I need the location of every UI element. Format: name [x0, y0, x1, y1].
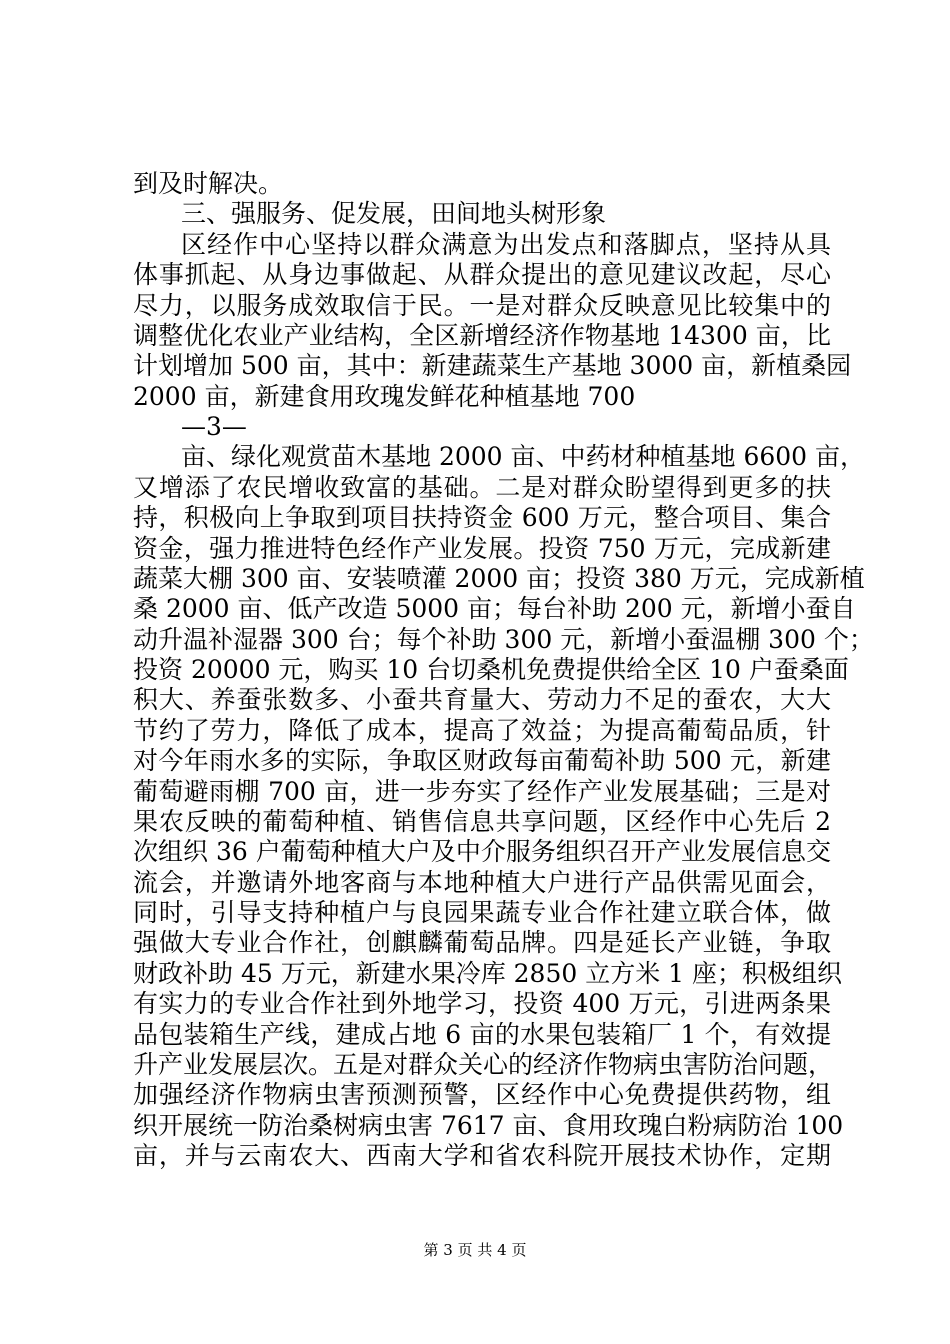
text-line: 织开展统一防治桑树病虫害 7617 亩、食用玫瑰白粉病防治 100 [133, 1111, 844, 1140]
text-line: 蔬菜大棚 300 亩、安装喷灌 2000 亩；投资 380 万元，完成新植 [133, 564, 865, 593]
text-line: 体事抓起、从身边事做起、从群众提出的意见建议改起，尽心 [133, 260, 831, 289]
text-line: 次组织 36 户葡萄种植大户及中介服务组织召开产业发展信息交 [133, 837, 831, 866]
page-footer: 第 3 页 共 4 页 [423, 1241, 527, 1259]
text-line: 到及时解决。 [133, 169, 284, 198]
text-line: 积大、养蚕张数多、小蚕共育量大、劳动力不足的蚕农，大大 [133, 685, 831, 714]
text-line: 2000 亩，新建食用玫瑰发鲜花种植基地 700 [133, 382, 636, 411]
text-line: 又增添了农民增收致富的基础。二是对群众盼望得到更多的扶 [133, 473, 831, 502]
text-line: 同时，引导支持种植户与良园果蔬专业合作社建立联合体，做 [133, 898, 831, 927]
text-line: 持，积极向上争取到项目扶持资金 600 万元，整合项目、集合 [133, 503, 831, 532]
text-line: 亩、绿化观赏苗木基地 2000 亩、中药材种植基地 6600 亩， [181, 442, 866, 471]
text-line: 动升温补湿器 300 台；每个补助 300 元，新增小蚕温棚 300 个； [133, 625, 874, 654]
text-line: 品包装箱生产线，建成占地 6 亩的水果包装箱厂 1 个，有效提 [133, 1020, 831, 1049]
text-line: 桑 2000 亩、低产改造 5000 亩；每台补助 200 元，新增小蚕自 [133, 594, 856, 623]
text-line: 强做大专业合作社，创麒麟葡萄品牌。四是延长产业链，争取 [133, 928, 831, 957]
text-line: 升产业发展层次。五是对群众关心的经济作物病虫害防治问题， [133, 1050, 834, 1079]
text-line: 节约了劳力，降低了成本，提高了效益；为提高葡萄品质，针 [133, 716, 831, 745]
text-line: 流会，并邀请外地客商与本地种植大户进行产品供需见面会， [133, 868, 831, 897]
text-line: 区经作中心坚持以群众满意为出发点和落脚点，坚持从具 [181, 230, 831, 259]
page-number-mark: —3— [181, 412, 247, 441]
section-heading: 三、强服务、促发展，田间地头树形象 [181, 199, 607, 228]
text-line: 葡萄避雨棚 700 亩，进一步夯实了经作产业发展基础；三是对 [133, 777, 831, 806]
text-line: 财政补助 45 万元，新建水果冷库 2850 立方米 1 座；积极组织 [133, 959, 843, 988]
text-line: 调整优化农业产业结构，全区新增经济作物基地 14300 亩，比 [133, 321, 831, 350]
text-line: 计划增加 500 亩，其中：新建蔬菜生产基地 3000 亩，新植桑园 [133, 351, 852, 380]
text-line: 亩，并与云南农大、西南大学和省农科院开展技术协作，定期 [133, 1141, 831, 1170]
text-line: 有实力的专业合作社到外地学习，投资 400 万元，引进两条果 [133, 989, 831, 1018]
text-line: 果农反映的葡萄种植、销售信息共享问题，区经作中心先后 2 [133, 807, 831, 836]
text-line: 尽力，以服务成效取信于民。一是对群众反映意见比较集中的 [133, 291, 831, 320]
text-line: 对今年雨水多的实际，争取区财政每亩葡萄补助 500 元，新建 [133, 746, 831, 775]
text-line: 投资 20000 元，购买 10 台切桑机免费提供给全区 10 户蚕桑面 [133, 655, 849, 684]
text-line: 加强经济作物病虫害预测预警，区经作中心免费提供药物，组 [133, 1080, 831, 1109]
text-line: 资金，强力推进特色经作产业发展。投资 750 万元，完成新建 [133, 534, 831, 563]
